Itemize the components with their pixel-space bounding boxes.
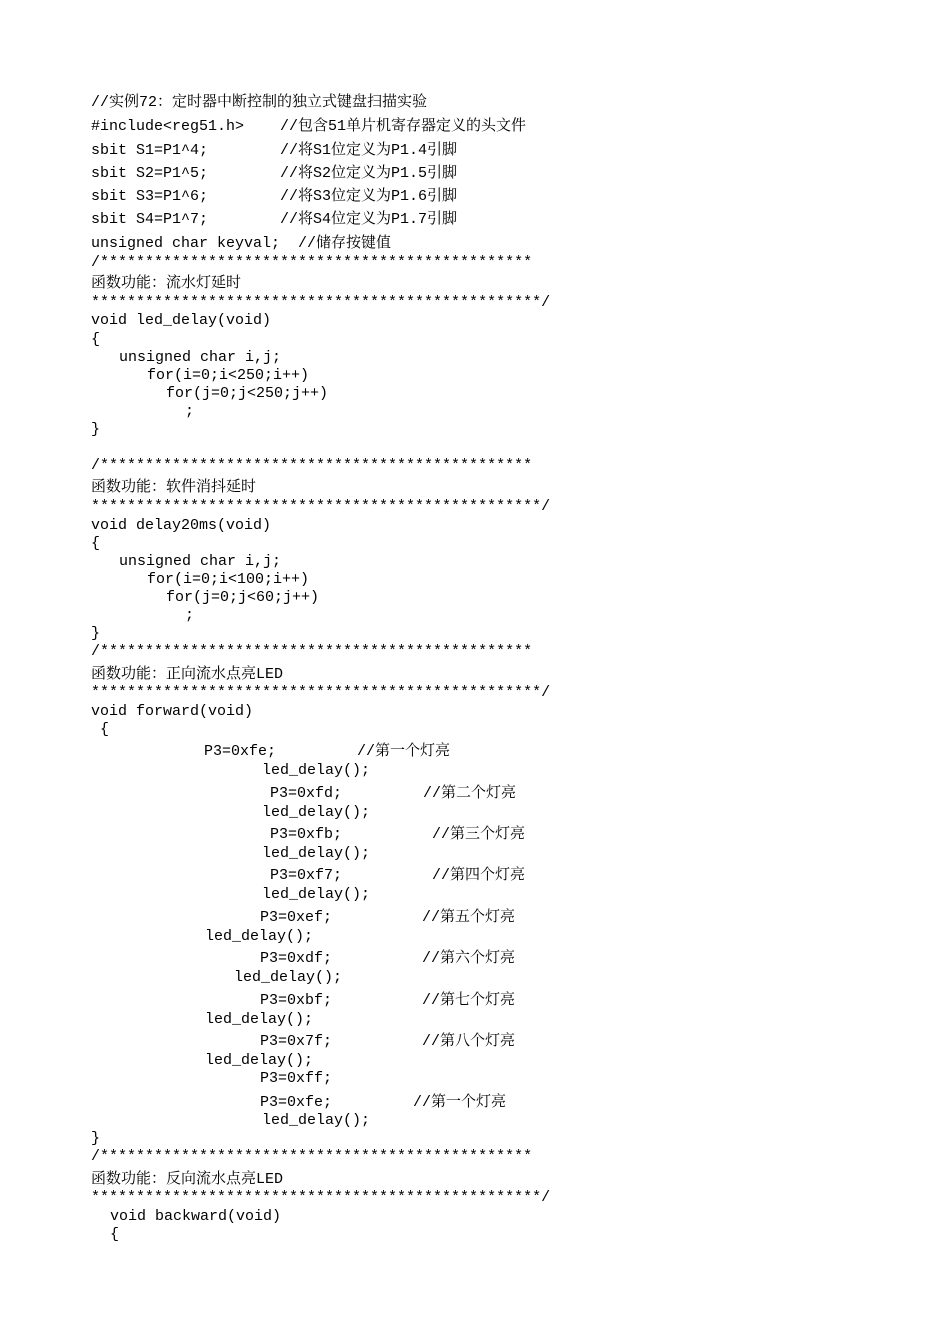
code-line: { xyxy=(91,535,101,552)
code-line: } xyxy=(91,421,101,438)
code-line: P3=0xff; xyxy=(260,1070,333,1087)
code-line: void led_delay(void) xyxy=(91,312,272,329)
code-line: { xyxy=(91,331,101,348)
code-line: unsigned char i,j; xyxy=(119,349,282,366)
code-line: P3=0xef; //第五个灯亮 xyxy=(260,909,516,926)
comment-divider: /************************************************ xyxy=(91,1148,533,1165)
function-description: 函数功能：反向流水点亮LED xyxy=(91,1171,284,1188)
code-line: P3=0xdf; //第六个灯亮 xyxy=(260,950,516,967)
code-line: P3=0xbf; //第七个灯亮 xyxy=(260,992,516,1009)
code-line: P3=0xfd; //第二个灯亮 xyxy=(270,785,517,802)
code-line: void backward(void) xyxy=(110,1208,282,1225)
comment-divider: **************************************************/ xyxy=(91,294,551,311)
code-line: void delay20ms(void) xyxy=(91,517,272,534)
code-line: sbit S1=P1^4; //将S1位定义为P1.4引脚 xyxy=(91,142,458,159)
function-description: 函数功能：软件消抖延时 xyxy=(91,479,257,496)
code-line: led_delay(); xyxy=(262,1112,371,1129)
code-line: } xyxy=(91,1130,101,1147)
comment-divider: **************************************************/ xyxy=(91,684,551,701)
comment-divider: /************************************************ xyxy=(91,643,533,660)
comment-divider: /************************************************ xyxy=(91,457,533,474)
code-line: unsigned char i,j; xyxy=(119,553,282,570)
code-line: P3=0x7f; //第八个灯亮 xyxy=(260,1033,516,1050)
code-line: void forward(void) xyxy=(91,703,254,720)
comment-divider: **************************************************/ xyxy=(91,1189,551,1206)
code-line: unsigned char keyval; //储存按键值 xyxy=(91,235,392,252)
code-line: for(j=0;j<250;j++) xyxy=(166,385,329,402)
code-line: sbit S2=P1^5; //将S2位定义为P1.5引脚 xyxy=(91,165,458,182)
comment-divider: /************************************************ xyxy=(91,254,533,271)
code-line: //实例72：定时器中断控制的独立式键盘扫描实验 xyxy=(91,94,428,111)
code-line: led_delay(); xyxy=(262,886,371,903)
function-description: 函数功能：正向流水点亮LED xyxy=(91,666,284,683)
code-line: ; xyxy=(185,403,195,420)
code-line: for(i=0;i<100;i++) xyxy=(147,571,310,588)
code-line: { xyxy=(100,721,110,738)
code-line: P3=0xfe; //第一个灯亮 xyxy=(260,1094,507,1111)
code-line: led_delay(); xyxy=(205,928,314,945)
code-line: led_delay(); xyxy=(262,804,371,821)
code-line: } xyxy=(91,625,101,642)
code-line: #include<reg51.h> //包含51单片机寄存器定义的头文件 xyxy=(91,118,527,135)
code-line: P3=0xf7; //第四个灯亮 xyxy=(270,867,526,884)
code-line: for(j=0;j<60;j++) xyxy=(166,589,320,606)
code-line: sbit S4=P1^7; //将S4位定义为P1.7引脚 xyxy=(91,211,458,228)
comment-divider: **************************************************/ xyxy=(91,498,551,515)
function-description: 函数功能：流水灯延时 xyxy=(91,275,242,292)
code-line: ; xyxy=(185,607,195,624)
code-line: { xyxy=(110,1226,120,1243)
code-line: for(i=0;i<250;i++) xyxy=(147,367,310,384)
code-line: P3=0xfb; //第三个灯亮 xyxy=(270,826,526,843)
code-line: led_delay(); xyxy=(205,1011,314,1028)
code-line: led_delay(); xyxy=(262,845,371,862)
code-line: led_delay(); xyxy=(205,1052,314,1069)
code-line: P3=0xfe; //第一个灯亮 xyxy=(204,743,451,760)
code-line: led_delay(); xyxy=(234,969,343,986)
code-line: sbit S3=P1^6; //将S3位定义为P1.6引脚 xyxy=(91,188,458,205)
code-line: led_delay(); xyxy=(262,762,371,779)
